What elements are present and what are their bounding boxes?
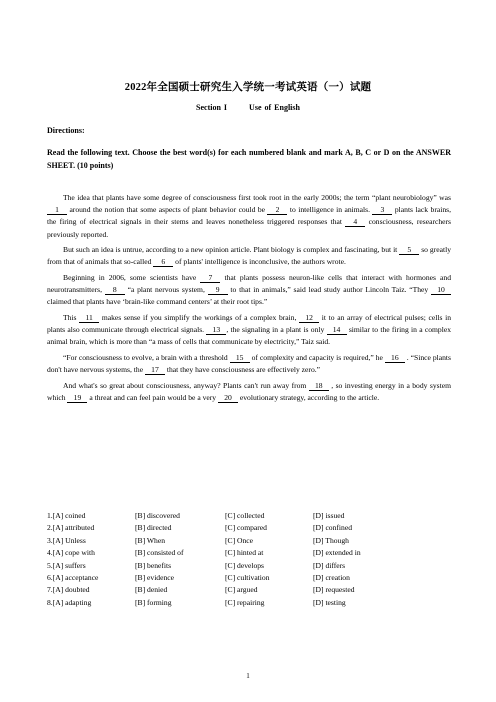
blank-14: 14 bbox=[327, 326, 347, 335]
option-d: [D] confined bbox=[313, 523, 353, 533]
option-c: [C] compared bbox=[225, 523, 267, 533]
passage-paragraph-1 bbox=[47, 192, 451, 241]
blank-10: 10 bbox=[431, 286, 451, 295]
blank-19: 19 bbox=[67, 394, 87, 403]
option-a: 5.[A] suffers bbox=[47, 560, 86, 570]
blank-12: 12 bbox=[299, 314, 319, 323]
blank-9: 9 bbox=[208, 286, 228, 295]
option-a: 3.[A] Unless bbox=[47, 535, 86, 545]
option-c: [C] hinted at bbox=[225, 548, 264, 558]
option-row-7 bbox=[47, 584, 451, 596]
passage-text: claimed that plants have ‘brain-like command centers’ at their root tips.” bbox=[47, 297, 268, 307]
option-row-5 bbox=[47, 560, 451, 572]
passage-paragraph-3 bbox=[47, 272, 451, 309]
passage-text: it to an array of electrical pulses; cells in plants also communicate through electrical signals. bbox=[47, 313, 451, 335]
option-b: [B] consisted of bbox=[135, 548, 184, 558]
option-d: [D] creation bbox=[313, 573, 350, 583]
exam-title: 2022年全国硕士研究生入学统一考试英语（一）试题 bbox=[124, 82, 372, 93]
passage-paragraph-6 bbox=[47, 380, 451, 404]
option-row-3 bbox=[47, 535, 451, 547]
passage-text: “a plant nervous system, bbox=[124, 285, 208, 295]
passage-text: . “Since plants don't have nervous systems, the bbox=[47, 353, 451, 375]
passage-text: so greatly from that of animals that so-called bbox=[47, 245, 451, 267]
option-a: 4.[A] cope with bbox=[47, 548, 95, 558]
directions-label: Directions: bbox=[47, 126, 85, 135]
passage-text: , the signaling in a plant is only bbox=[226, 325, 327, 335]
passage-text: And what's so great about consciousness, anyway? Plants can't run away from bbox=[63, 380, 309, 390]
option-d: [D] testing bbox=[313, 597, 346, 607]
option-b: [B] evidence bbox=[135, 573, 175, 583]
blank-4: 4 bbox=[345, 218, 365, 227]
blank-11: 11 bbox=[79, 314, 99, 323]
blank-7: 7 bbox=[200, 274, 220, 283]
option-a: 7.[A] doubted bbox=[47, 585, 90, 595]
blank-2: 2 bbox=[267, 206, 287, 215]
passage-text: a threat and can feel pain would be a very bbox=[87, 393, 218, 402]
option-c: [C] Once bbox=[225, 535, 254, 545]
option-a: 8.[A] adapting bbox=[47, 597, 92, 607]
passage-text: to intelligence in animals. bbox=[287, 205, 373, 215]
page-number: 1 bbox=[246, 672, 250, 680]
cloze-passage bbox=[47, 192, 451, 408]
passage-text: that they have consciousness are effectively zero.” bbox=[164, 365, 321, 375]
passage-text: Beginning in 2006, some scientists have bbox=[63, 273, 201, 282]
option-row-4 bbox=[47, 547, 451, 559]
passage-text: of complexity and capacity is required,” he bbox=[249, 353, 385, 362]
option-b: [B] forming bbox=[135, 597, 172, 607]
option-a: 6.[A] acceptance bbox=[47, 573, 99, 583]
blank-15: 15 bbox=[230, 354, 250, 363]
blank-17: 17 bbox=[145, 366, 165, 375]
option-c: [C] cultivation bbox=[225, 573, 270, 583]
option-row-8 bbox=[47, 597, 451, 609]
option-b: [B] discovered bbox=[135, 511, 180, 520]
blank-20: 20 bbox=[218, 394, 238, 403]
passage-text: plants lack brains, the firing of electrical signals in their stems and leaves nonetheless triggered responses that bbox=[47, 205, 451, 227]
passage-paragraph-4 bbox=[47, 312, 451, 349]
option-b: [B] When bbox=[135, 535, 166, 545]
option-row-2 bbox=[47, 522, 451, 534]
option-c: [C] repairing bbox=[225, 597, 265, 607]
section-heading bbox=[0, 103, 496, 112]
option-row-1 bbox=[47, 510, 451, 522]
passage-text: similar to the firing in a complex animal brain, which is more than “a mass of cells that communicate by electricity,” Taiz said. bbox=[47, 325, 452, 347]
passage-text: , so investing energy in a body system which bbox=[47, 380, 451, 402]
passage-text: around the notion that some aspects of plant behavior could be bbox=[67, 205, 268, 215]
blank-1: 1 bbox=[47, 206, 67, 215]
option-d: [D] requested bbox=[313, 585, 355, 595]
option-c: [C] argued bbox=[225, 585, 258, 595]
passage-text: consciousness, researchers previously reported. bbox=[47, 217, 451, 239]
option-d: [D] issued bbox=[313, 511, 345, 520]
option-a: 2.[A] attributed bbox=[47, 523, 95, 533]
section-name: Use of English bbox=[249, 103, 300, 112]
passage-text: to that in animals,” said lead study author Lincoln Taiz. “They bbox=[227, 285, 431, 295]
blank-6: 6 bbox=[153, 258, 173, 267]
passage-text: “For consciousness to evolve, a brain with a threshold bbox=[63, 353, 230, 362]
blank-16: 16 bbox=[385, 354, 405, 363]
passage-text: makes sense if you simplify the workings of a complex brain, bbox=[99, 313, 300, 322]
option-b: [B] denied bbox=[135, 585, 168, 595]
option-row-6 bbox=[47, 572, 451, 584]
blank-8: 8 bbox=[105, 286, 125, 295]
option-a: 1.[A] coined bbox=[47, 511, 86, 520]
option-d: [D] differs bbox=[313, 560, 346, 570]
passage-text: of plants' intelligence is inconclusive, the authors wrote. bbox=[173, 257, 346, 267]
passage-text: But such an idea is untrue, according to a new opinion article. Plant biology is complex and fascinating, but it bbox=[63, 245, 400, 255]
passage-paragraph-2 bbox=[47, 244, 451, 268]
answer-options bbox=[47, 510, 451, 609]
option-d: [D] Though bbox=[313, 535, 349, 545]
option-b: [B] benefits bbox=[135, 560, 172, 570]
passage-text: that plants possess neuron-like cells that interact with hormones and neurotransmitters, bbox=[47, 273, 452, 295]
blank-3: 3 bbox=[372, 206, 392, 215]
blank-13: 13 bbox=[206, 326, 226, 335]
option-c: [C] develops bbox=[225, 560, 265, 570]
passage-text: evolutionary strategy, according to the article. bbox=[237, 393, 380, 402]
option-d: [D] extended in bbox=[313, 548, 361, 558]
section-label: Section I bbox=[196, 103, 228, 112]
passage-paragraph-5 bbox=[47, 352, 451, 376]
directions-text: Read the following text. Choose the best word(s) for each numbered blank and mark A, B, C or D on the ANSWER SHEET. (10 points) bbox=[47, 148, 451, 170]
option-b: [B] directed bbox=[135, 523, 172, 533]
passage-text: The idea that plants have some degree of consciousness first took root in the early 2000s; the term “plant neurobiology” was bbox=[63, 193, 451, 202]
blank-5: 5 bbox=[399, 246, 419, 255]
blank-18: 18 bbox=[309, 382, 329, 391]
passage-text: This bbox=[63, 313, 80, 322]
option-c: [C] collected bbox=[225, 511, 265, 520]
